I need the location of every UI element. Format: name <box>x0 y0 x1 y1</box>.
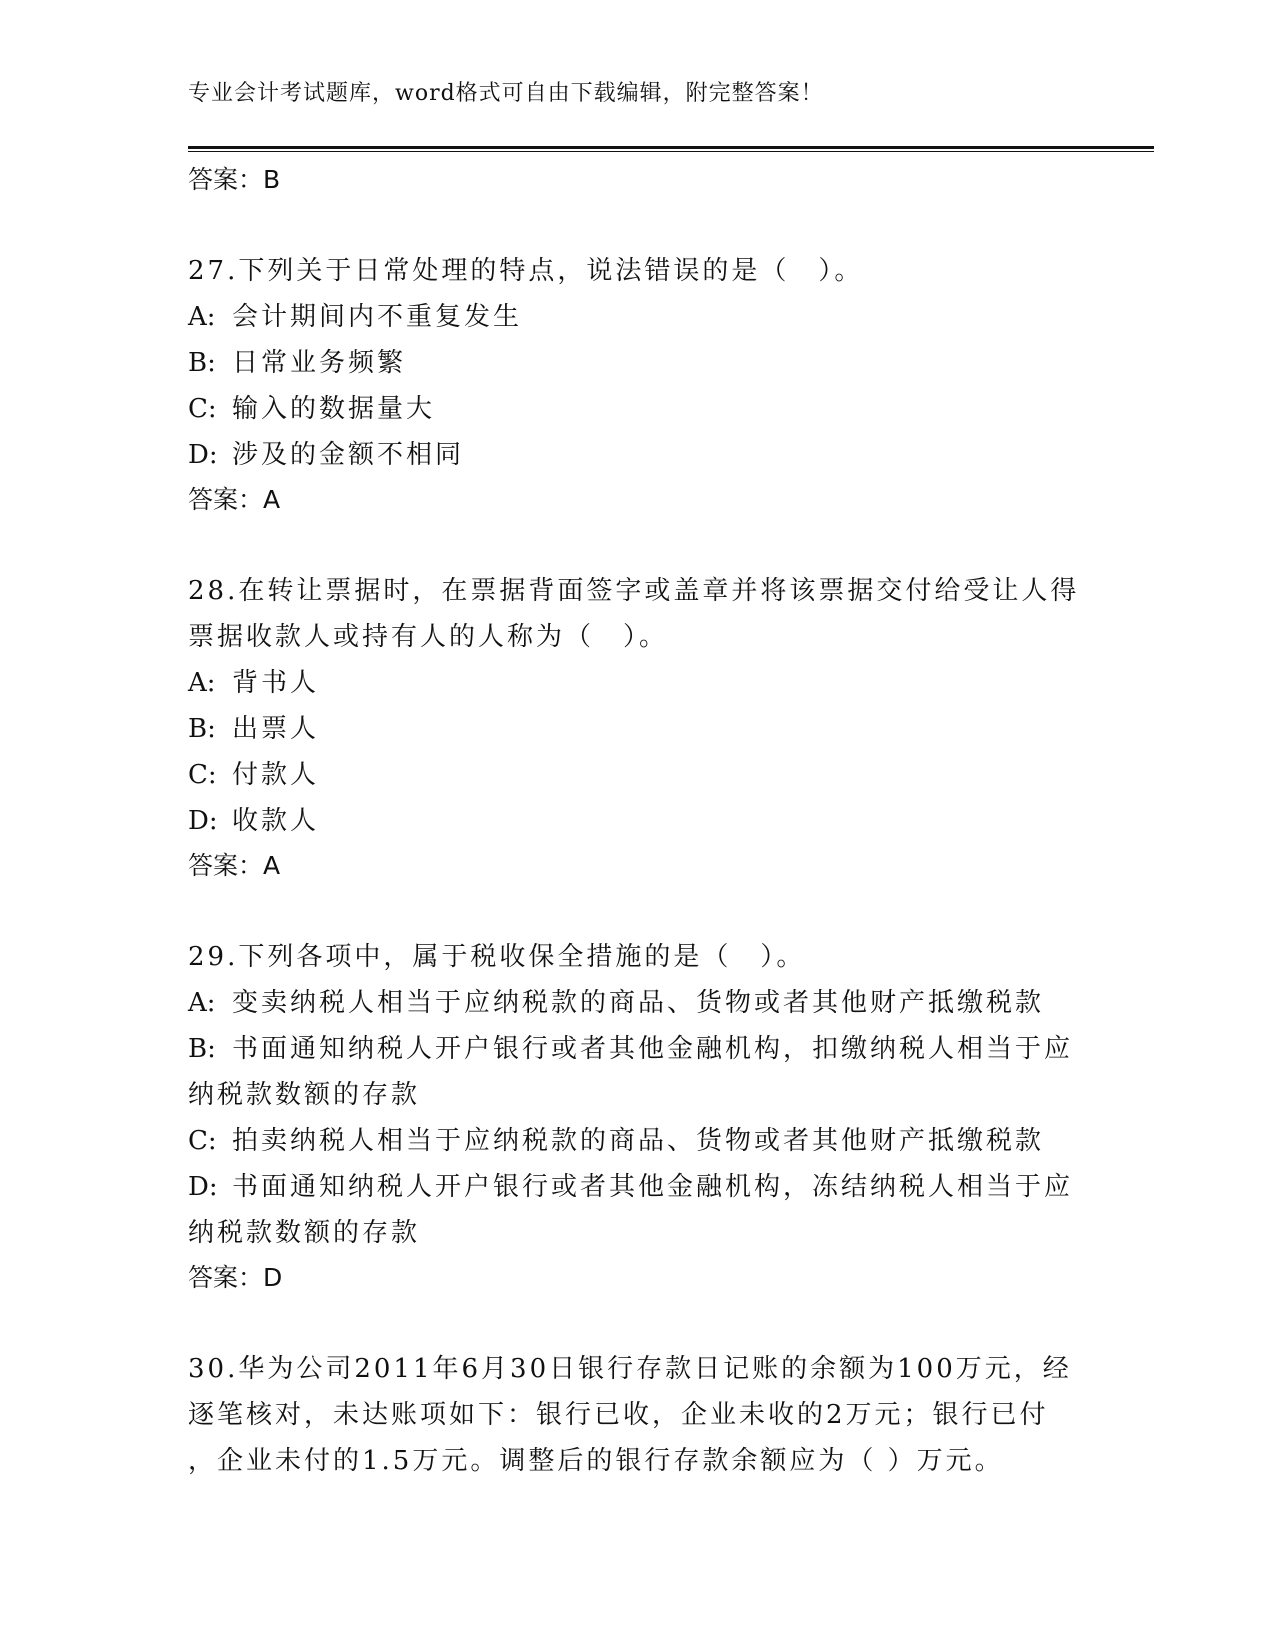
header-rule-thick <box>188 146 1154 149</box>
question-list <box>188 158 1088 1484</box>
option-letter: A: <box>188 668 216 698</box>
option-b <box>188 706 1088 752</box>
option-text: 付款人 <box>232 760 320 790</box>
option-letter: D: <box>188 1172 218 1202</box>
question-text: 28.在转让票据时，在票据背面签字或盖章并将该票据交付给受让人得 <box>188 576 1080 606</box>
answer: 答案：D <box>188 1263 283 1292</box>
option-letter: A: <box>188 302 216 332</box>
option-text: 背书人 <box>232 668 320 698</box>
question-28 <box>188 568 1088 888</box>
option-letter: D: <box>188 440 218 470</box>
option-text: 出票人 <box>232 714 320 744</box>
option-text: 涉及的金额不相同 <box>232 440 465 470</box>
question-30 <box>188 1346 1088 1484</box>
option-text: 日常业务频繁 <box>232 348 407 378</box>
option-b <box>188 340 1088 386</box>
question-29 <box>188 934 1088 1300</box>
option-text: 输入的数据量大 <box>232 394 436 424</box>
question-text: 逐笔核对，未达账项如下：银行已收，企业未收的2万元；银行已付 <box>188 1400 1049 1430</box>
option-c <box>188 752 1088 798</box>
question-text: 票据收款人或持有人的人称为（ ）。 <box>188 622 669 652</box>
option-letter: B: <box>188 1034 216 1064</box>
option-b <box>188 1026 1088 1072</box>
option-text: 书面通知纳税人开户银行或者其他金融机构，扣缴纳税人相当于应 <box>232 1034 1074 1064</box>
option-letter: B: <box>188 348 216 378</box>
option-a <box>188 980 1088 1026</box>
option-c <box>188 386 1088 432</box>
question-text: ，企业未付的1.5万元。调整后的银行存款余额应为（ ）万元。 <box>188 1446 1004 1476</box>
option-letter: C: <box>188 394 217 424</box>
option-d <box>188 798 1088 844</box>
option-d <box>188 1164 1088 1210</box>
previous-answer: 答案：B <box>188 165 281 194</box>
option-a <box>188 660 1088 706</box>
option-text: 会计期间内不重复发生 <box>232 302 523 332</box>
option-text: 拍卖纳税人相当于应纳税款的商品、货物或者其他财产抵缴税款 <box>232 1126 1045 1156</box>
header-rule-thin <box>188 151 1154 152</box>
spacer <box>188 888 1088 934</box>
spacer <box>188 522 1088 568</box>
answer: 答案：A <box>188 851 281 880</box>
question-text: 29.下列各项中，属于税收保全措施的是（ ）。 <box>188 942 806 972</box>
question-text: 30.华为公司2011年6月30日银行存款日记账的余额为100万元，经 <box>188 1354 1072 1384</box>
page-header: 专业会计考试题库，word格式可自由下载编辑，附完整答案！ <box>188 81 824 106</box>
option-text: 收款人 <box>232 806 320 836</box>
option-text: 书面通知纳税人开户银行或者其他金融机构，冻结纳税人相当于应 <box>232 1172 1074 1202</box>
option-d-continued: 纳税款数额的存款 <box>188 1218 421 1248</box>
option-letter: B: <box>188 714 216 744</box>
option-letter: D: <box>188 806 218 836</box>
spacer <box>188 202 1088 248</box>
option-letter: C: <box>188 760 217 790</box>
option-d <box>188 432 1088 478</box>
question-text: 27.下列关于日常处理的特点，说法错误的是（ ）。 <box>188 256 864 286</box>
option-text: 变卖纳税人相当于应纳税款的商品、货物或者其他财产抵缴税款 <box>232 988 1045 1018</box>
question-27 <box>188 248 1088 522</box>
option-letter: A: <box>188 988 216 1018</box>
spacer <box>188 1300 1088 1346</box>
option-c <box>188 1118 1088 1164</box>
answer: 答案：A <box>188 485 281 514</box>
option-letter: C: <box>188 1126 217 1156</box>
option-b-continued: 纳税款数额的存款 <box>188 1080 421 1110</box>
option-a <box>188 294 1088 340</box>
